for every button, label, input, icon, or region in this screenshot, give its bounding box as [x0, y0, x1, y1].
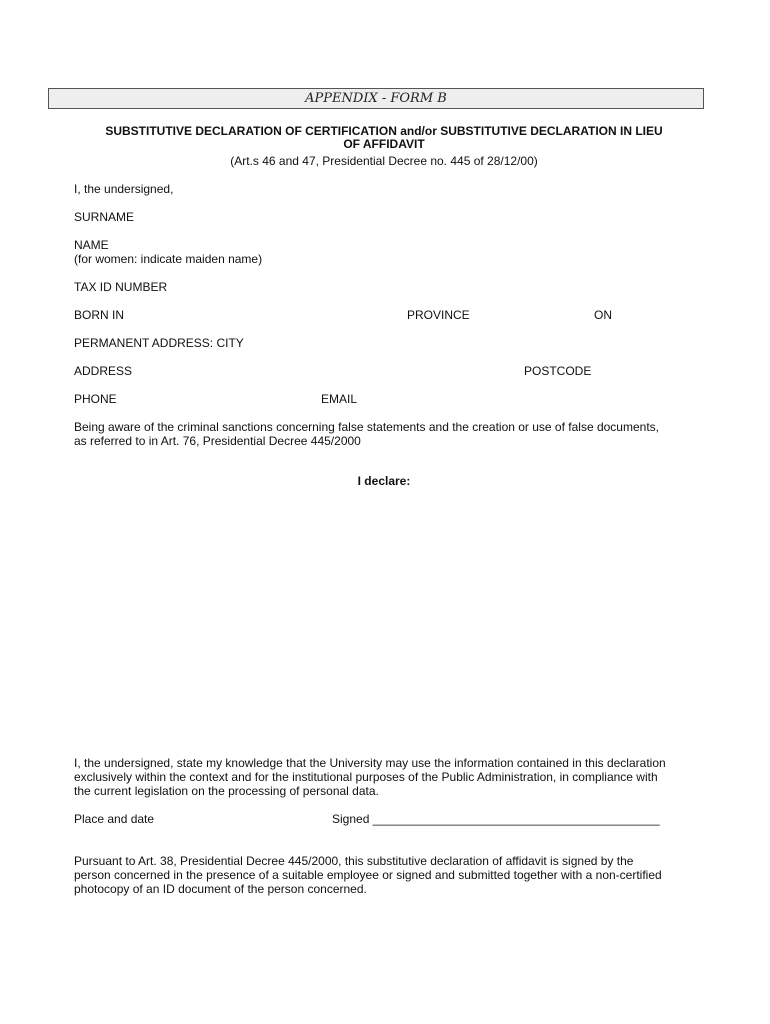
- privacy-line-1: I, the undersigned, state my knowledge that the University may use the information contained in this declaration: [74, 756, 666, 770]
- footer-line-2: person concerned in the presence of a suitable employee or signed and submitted together with a non-certified: [74, 868, 662, 882]
- footer-line-1: Pursuant to Art. 38, Presidential Decree 445/2000, this substitutive declaration of affidavit is signed by the: [74, 854, 634, 868]
- appendix-header: [48, 88, 704, 109]
- title-line-2: OF AFFIDAVIT: [343, 137, 425, 151]
- on-label: ON: [594, 308, 612, 322]
- phone-label: PHONE: [74, 392, 117, 406]
- intro-text: I, the undersigned,: [74, 182, 174, 196]
- awareness-paragraph: [74, 420, 699, 448]
- privacy-line-3: the current legislation on the processing of personal data.: [74, 784, 379, 798]
- place-date-label: Place and date: [74, 812, 155, 826]
- appendix-label: APPENDIX - FORM B: [305, 91, 447, 106]
- declare-heading: I declare:: [357, 474, 411, 488]
- address-label: ADDRESS: [74, 364, 133, 378]
- privacy-paragraph: [74, 756, 699, 798]
- document-subtitle: (Art.s 46 and 47, Presidential Decree no. 445 of 28/12/00): [230, 154, 538, 168]
- name-label: NAME: [74, 238, 109, 252]
- document-title: [74, 125, 694, 151]
- permanent-address-label: PERMANENT ADDRESS: CITY: [74, 336, 244, 350]
- email-label: EMAIL: [321, 392, 358, 406]
- title-line-1: SUBSTITUTIVE DECLARATION OF CERTIFICATION and/or SUBSTITUTIVE DECLARATION IN LIEU: [105, 124, 663, 138]
- tax-id-label: TAX ID NUMBER: [74, 280, 168, 294]
- awareness-line-2: as referred to in Art. 76, Presidential Decree 445/2000: [74, 434, 361, 448]
- name-note: (for women: indicate maiden name): [74, 252, 263, 266]
- privacy-line-2: exclusively within the context and for the institutional purposes of the Public Administration, in compliance with: [74, 770, 658, 784]
- footer-paragraph: [74, 854, 699, 896]
- surname-label: SURNAME: [74, 210, 135, 224]
- signed-line: Signed ___________________________________________: [332, 812, 660, 826]
- awareness-line-1: Being aware of the criminal sanctions concerning false statements and the creation or use of false documents,: [74, 420, 659, 434]
- born-in-label: BORN IN: [74, 308, 125, 322]
- province-label: PROVINCE: [407, 308, 470, 322]
- footer-line-3: photocopy of an ID document of the person concerned.: [74, 882, 367, 896]
- postcode-label: POSTCODE: [524, 364, 592, 378]
